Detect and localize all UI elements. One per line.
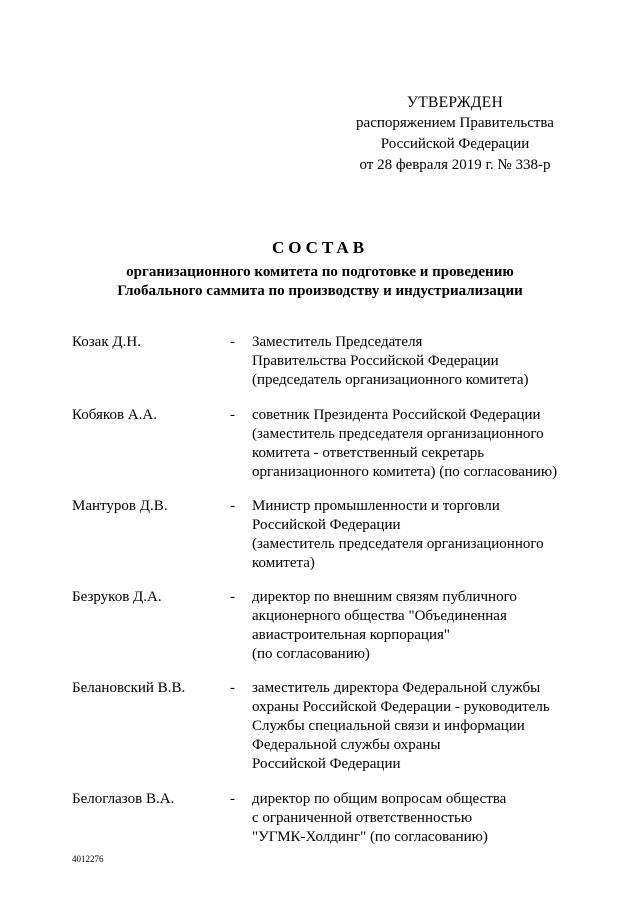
- subtitle-line-2: Глобального саммита по производству и индустриализации: [117, 283, 523, 299]
- member-role-line: комитета): [252, 555, 315, 571]
- member-role-line: Федеральной службы охраны: [252, 737, 441, 753]
- member-role-line: (заместитель председателя организационного: [252, 536, 544, 552]
- member-role-line: охраны Российской Федерации - руководитель: [252, 699, 550, 715]
- member-entry: [72, 790, 572, 847]
- member-dash: -: [230, 334, 235, 350]
- member-role-line: Российской Федерации: [252, 756, 401, 772]
- approval-line-3: от 28 февраля 2019 г. № 338-р: [359, 157, 551, 173]
- member-role-line: Заместитель Председателя: [252, 334, 423, 350]
- member-dash: -: [230, 498, 235, 514]
- member-entry: [72, 679, 572, 774]
- member-role-line: Министр промышленности и торговли: [252, 498, 500, 514]
- member-role-line: заместитель директора Федеральной службы: [252, 680, 541, 696]
- member-role-line: организационного комитета) (по согласованию): [252, 464, 558, 480]
- member-name: Мантуров Д.В.: [72, 498, 168, 514]
- approval-block: [340, 92, 570, 176]
- member-role: [252, 497, 572, 573]
- member-name: Безруков Д.А.: [72, 589, 162, 605]
- member-role: [252, 679, 572, 774]
- member-dash: -: [230, 407, 235, 423]
- document-code: 4012276: [72, 854, 104, 864]
- approval-stamp: УТВЕРЖДЕН: [406, 94, 504, 111]
- member-role-line: Российской Федерации: [252, 517, 401, 533]
- member-list: [72, 333, 572, 847]
- member-role-line: Правительства Российской Федерации: [252, 353, 499, 369]
- member-dash: -: [230, 589, 235, 605]
- member-entry: [72, 497, 572, 573]
- member-role: [252, 588, 572, 664]
- member-role-line: (заместитель председателя организационного: [252, 426, 544, 442]
- member-name: Козак Д.Н.: [72, 334, 141, 350]
- member-role-line: директор по внешним связям публичного: [252, 589, 517, 605]
- member-role: [252, 406, 572, 482]
- member-name: Кобяков А.А.: [72, 407, 157, 423]
- member-role-line: авиастроительная корпорация": [252, 627, 451, 643]
- member-role-line: "УГМК-Холдинг" (по согласованию): [252, 829, 488, 845]
- member-dash: -: [230, 680, 235, 696]
- member-role-line: с ограниченной ответственностью: [252, 810, 473, 826]
- member-name: Белоглазов В.А.: [72, 791, 175, 807]
- member-entry: [72, 333, 572, 390]
- document-subtitle: [0, 263, 640, 301]
- subtitle-line-1: организационного комитета по подготовке и проведению: [126, 264, 514, 280]
- member-role-line: (по согласованию): [252, 646, 370, 662]
- member-role: [252, 790, 572, 847]
- member-role-line: советник Президента Российской Федерации: [252, 407, 541, 423]
- member-name: Белановский В.В.: [72, 680, 186, 696]
- approval-line-2: Российской Федерации: [380, 136, 530, 152]
- member-role-line: комитета - ответственный секретарь: [252, 445, 485, 461]
- approval-line-1: распоряжением Правительства: [356, 115, 554, 131]
- member-role: [252, 333, 572, 390]
- member-entry: [72, 588, 572, 664]
- member-role-line: акционерного общества "Объединенная: [252, 608, 507, 624]
- document-title: СОСТАВ: [271, 238, 369, 257]
- member-role-line: Службы специальной связи и информации: [252, 718, 525, 734]
- member-entry: [72, 406, 572, 482]
- member-role-line: директор по общим вопросам общества: [252, 791, 507, 807]
- member-dash: -: [230, 791, 235, 807]
- member-role-line: (председатель организационного комитета): [252, 372, 529, 388]
